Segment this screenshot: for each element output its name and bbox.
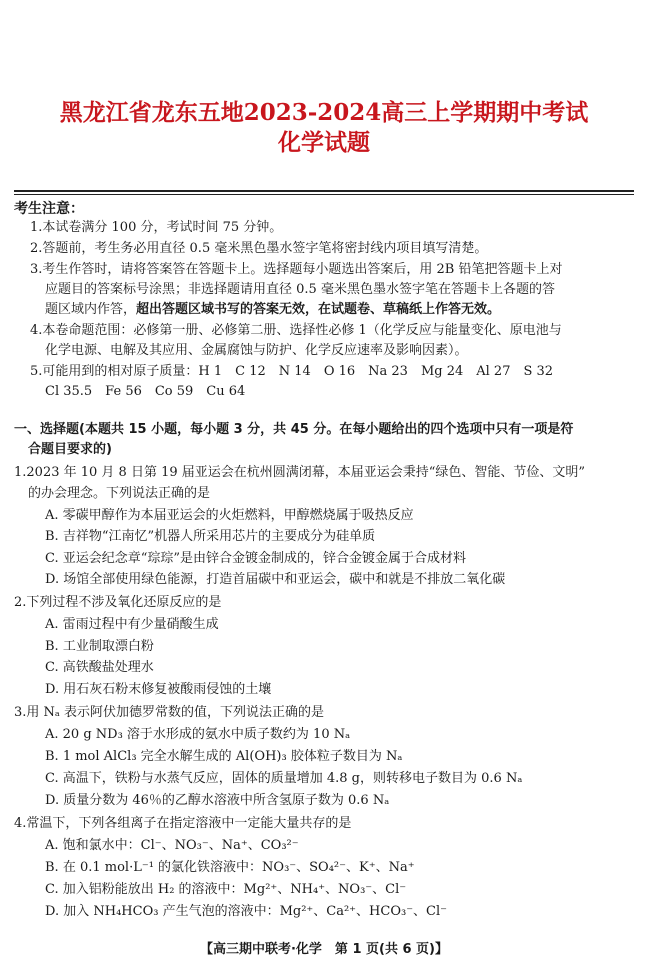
notice-item-5-line2: Cl 35.5 Fe 56 Co 59 Cu 64 — [45, 384, 246, 399]
question-2-option-b: B. 工业制取漂白粉 — [45, 639, 154, 654]
divider-thick — [14, 190, 634, 192]
notice-item-3-line2: 应题目的答案标号涂黑；非选择题请用直径 0.5 毫米黑色墨水签字笔在答题卡上各题的答 — [45, 282, 555, 297]
page-footer: 【高三期中联考·化学 第 1 页(共 6 页)】 — [199, 942, 449, 957]
notice-item-4-line2: 化学电源、电解及其应用、金属腐蚀与防护、化学反应速率及影响因素）。 — [45, 343, 468, 358]
question-2-stem: 2.下列过程不涉及氧化还原反应的是 — [14, 595, 222, 610]
question-1-stem-line2: 的办会理念。下列说法正确的是 — [28, 486, 211, 501]
notice-item-3-line1: 3.考生作答时，请将答案答在答题卡上。选择题每小题选出答案后，用 2B 铅笔把答题卡上对 — [30, 262, 563, 277]
question-4-option-a: A. 饱和氯水中：Cl⁻、NO₃⁻、Na⁺、CO₃²⁻ — [45, 838, 299, 853]
question-4-option-b: B. 在 0.1 mol·L⁻¹ 的氯化铁溶液中：NO₃⁻、SO₄²⁻、K⁺、Na⁺ — [45, 860, 415, 875]
question-3-option-d: D. 质量分数为 46％的乙醇水溶液中所含氢原子数为 0.6 Nₐ — [45, 793, 390, 808]
question-3-stem: 3.用 Nₐ 表示阿伏加德罗常数的值，下列说法正确的是 — [14, 705, 325, 720]
notice-item-5-line1: 5.可能用到的相对原子质量：H 1 C 12 N 14 O 16 Na 23 Mg 24 Al 27 S 32 — [30, 364, 554, 379]
question-4-stem: 4.常温下，下列各组离子在指定溶液中一定能大量共存的是 — [14, 816, 352, 831]
question-2-option-c: C. 高铁酸盐处理水 — [45, 660, 154, 675]
page-subtitle: 化学试题 — [278, 129, 370, 156]
question-1-stem-line1: 1.2023 年 10 月 8 日第 19 届亚运会在杭州圆满闭幕，本届亚运会秉持“绿色、智能、节俭、文明” — [14, 465, 586, 480]
notice-item-1: 1.本试卷满分 100 分，考试时间 75 分钟。 — [30, 220, 283, 235]
section-heading-line2: 合题目要求的) — [28, 442, 112, 457]
question-3-option-a: A. 20 g ND₃ 溶于水形成的氨水中质子数约为 10 Nₐ — [45, 727, 351, 742]
divider-thin — [14, 194, 634, 195]
question-2-option-a: A. 雷雨过程中有少量硝酸生成 — [45, 617, 219, 632]
notice-3-plain: 题区域内作答， — [45, 302, 137, 317]
question-3-option-c: C. 高温下，铁粉与水蒸气反应，固体的质量增加 4.8 g，则转移电子数目为 0.6 Nₐ — [45, 771, 523, 786]
notice-item-3-line3 — [45, 301, 500, 319]
section-heading-line1: 一、选择题(本题共 15 小题，每小题 3 分，共 45 分。在每小题给出的四个选项中只有一项是符 — [14, 422, 574, 437]
notice-item-2: 2.答题前，考生务必用直径 0.5 毫米黑色墨水签字笔将密封线内项目填写清楚。 — [30, 241, 488, 256]
notice-item-4-line1: 4.本卷命题范围：必修第一册、必修第二册、选择性必修 1（化学反应与能量变化、原电池与 — [30, 323, 562, 338]
question-1-option-c: C. 亚运会纪念章“琮琮”是由锌合金镀金制成的，锌合金镀金属于合成材料 — [45, 551, 467, 566]
question-2-option-d: D. 用石灰石粉末修复被酸雨侵蚀的土壤 — [45, 682, 272, 697]
question-3-option-b: B. 1 mol AlCl₃ 完全水解生成的 Al(OH)₃ 胶体粒子数目为 Nₐ — [45, 749, 403, 764]
question-1-option-b: B. 吉祥物“江南忆”机器人所采用芯片的主要成分为硅单质 — [45, 529, 376, 544]
question-1-option-a: A. 零碳甲醇作为本届亚运会的火炬燃料，甲醇燃烧属于吸热反应 — [45, 508, 414, 523]
question-4-option-c: C. 加入铝粉能放出 H₂ 的溶液中：Mg²⁺、NH₄⁺、NO₃⁻、Cl⁻ — [45, 882, 407, 897]
page-title: 黑龙江省龙东五地2023-2024高三上学期期中考试 — [59, 99, 589, 126]
question-1-option-d: D. 场馆全部使用绿色能源，打造首届碳中和亚运会，碳中和就是不排放二氧化碳 — [45, 572, 506, 587]
notice-3-bold: 超出答题区域书写的答案无效，在试题卷、草稿纸上作答无效。 — [136, 302, 501, 317]
question-4-option-d: D. 加入 NH₄HCO₃ 产生气泡的溶液中：Mg²⁺、Ca²⁺、HCO₃⁻、Cl⁻ — [45, 904, 448, 919]
notice-heading: 考生注意： — [14, 201, 84, 217]
